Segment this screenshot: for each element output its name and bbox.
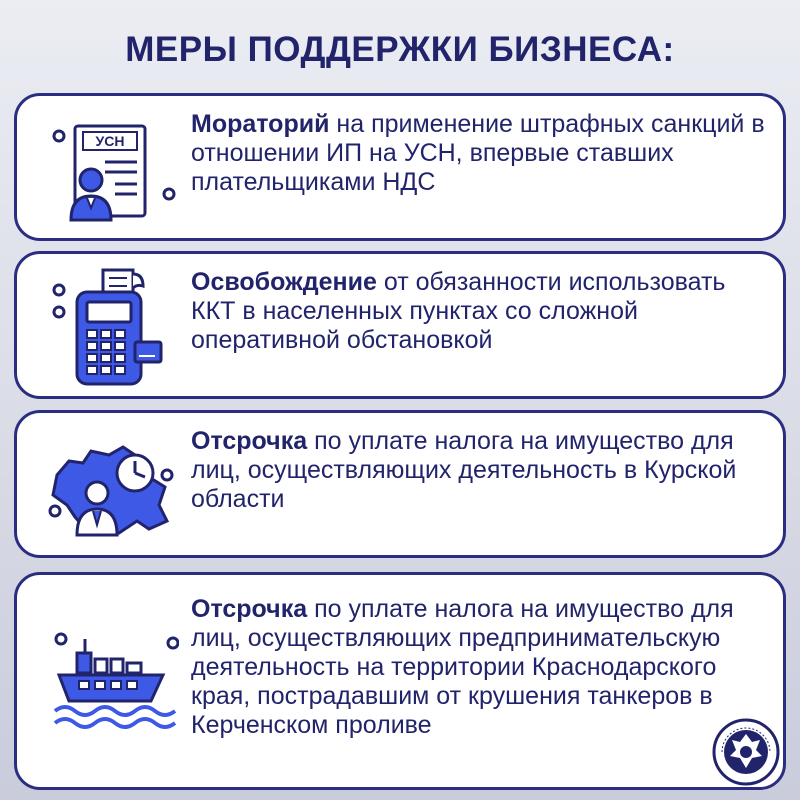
measure-description: по уплате налога на имущество для лиц, осуществляющих предпринимательскую деятельность на территории Краснодарского края, пострадавшим от крушения танкеров в Керченском проливе bbox=[191, 595, 734, 739]
fns-emblem-icon bbox=[712, 718, 780, 786]
measure-description: по уплате налога на имущество для лиц, осуществляющих деятельность в Курской области bbox=[191, 427, 737, 513]
measure-description: на применение штрафных санкций в отношении ИП на УСН, впервые ставших плательщиками НДС bbox=[191, 110, 765, 196]
icon-usn-label: УСН bbox=[95, 133, 125, 149]
measure-keyword: Освобождение bbox=[191, 268, 377, 296]
measure-card-moratorium bbox=[14, 93, 786, 241]
measure-keyword: Отсрочка bbox=[191, 595, 308, 623]
measure-keyword: Отсрочка bbox=[191, 427, 308, 455]
measure-text bbox=[191, 268, 771, 355]
measure-card-krasnodar-deferral bbox=[14, 572, 786, 790]
measure-text bbox=[191, 595, 771, 740]
page-title: МЕРЫ ПОДДЕРЖКИ БИЗНЕСА: bbox=[125, 30, 675, 69]
cash-register-icon bbox=[39, 266, 179, 386]
measure-keyword: Мораторий bbox=[191, 110, 330, 138]
tanker-ship-icon bbox=[39, 619, 179, 739]
document-person-icon bbox=[39, 108, 179, 228]
measure-description: от обязанности использовать ККТ в населенных пунктах со сложной оперативной обстановкой bbox=[191, 268, 726, 354]
region-map-clock-icon bbox=[39, 425, 179, 545]
measure-card-kursk-deferral bbox=[14, 410, 786, 558]
measure-text bbox=[191, 110, 771, 197]
measure-card-exemption bbox=[14, 251, 786, 399]
measure-text bbox=[191, 427, 771, 514]
